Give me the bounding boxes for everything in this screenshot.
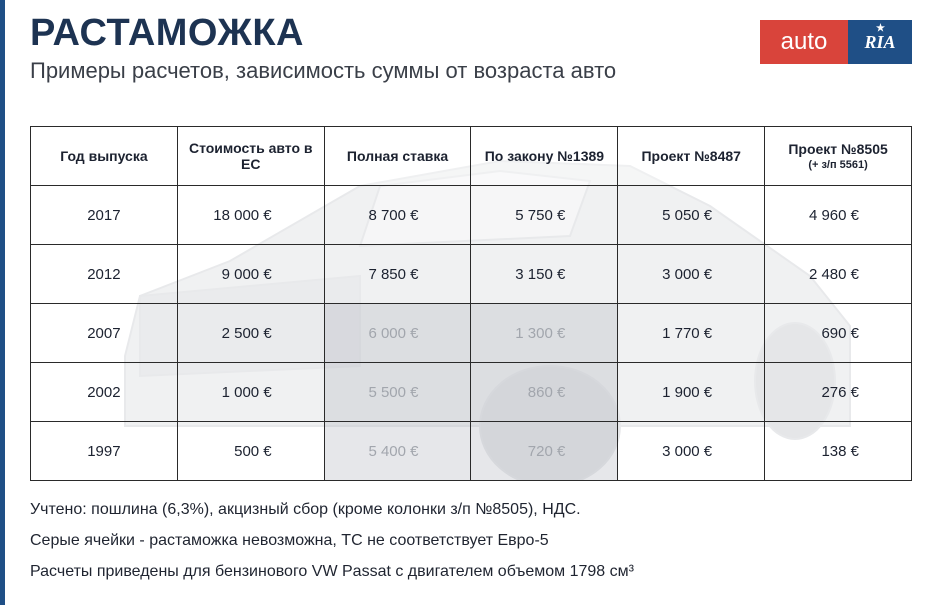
auto-ria-logo[interactable] <box>760 20 912 64</box>
page-subtitle: Примеры расчетов, зависимость суммы от возраста авто <box>30 58 617 83</box>
cell-cost: 9 000 € <box>177 245 324 304</box>
cell-law-1389: 1 300 € <box>471 304 618 363</box>
table-row <box>31 245 912 304</box>
footnotes <box>30 494 634 587</box>
footnote: Расчеты приведены для бензинового VW Passat с двигателем объемом 1798 см³ <box>30 563 634 580</box>
cell-full-rate: 7 850 € <box>324 245 471 304</box>
cell-year: 2002 <box>31 363 178 422</box>
logo-ria-text: RIA <box>864 31 896 52</box>
table-row <box>31 186 912 245</box>
cell-project-8505: 2 480 € <box>765 245 912 304</box>
cell-project-8505: 690 € <box>765 304 912 363</box>
cell-full-rate: 5 500 € <box>324 363 471 422</box>
cell-project-8487: 1 770 € <box>618 304 765 363</box>
cell-law-1389: 3 150 € <box>471 245 618 304</box>
cell-project-8505: 138 € <box>765 422 912 481</box>
table-row <box>31 304 912 363</box>
page-title: РАСТАМОЖКА <box>30 12 304 54</box>
header-cost: Стоимость авто в ЕС <box>177 127 324 186</box>
footnote: Серые ячейки - растаможка невозможна, ТС не соответствует Евро-5 <box>30 532 549 549</box>
cell-project-8487: 3 000 € <box>618 422 765 481</box>
cell-cost: 18 000 € <box>177 186 324 245</box>
header-project-8505: Проект №8505 (+ з/п 5561) <box>765 127 912 186</box>
header-law-1389: По закону №1389 <box>471 127 618 186</box>
cell-full-rate: 5 400 € <box>324 422 471 481</box>
cell-cost: 500 € <box>177 422 324 481</box>
cell-project-8505: 4 960 € <box>765 186 912 245</box>
cell-year: 2012 <box>31 245 178 304</box>
table-header-row <box>31 127 912 186</box>
star-icon: ★ <box>876 23 885 34</box>
cell-year: 2017 <box>31 186 178 245</box>
cell-year: 1997 <box>31 422 178 481</box>
header-year: Год выпуска <box>31 127 178 186</box>
header-project-8487: Проект №8487 <box>618 127 765 186</box>
header-full-rate: Полная ставка <box>324 127 471 186</box>
customs-table <box>30 126 912 481</box>
cell-full-rate: 6 000 € <box>324 304 471 363</box>
cell-project-8505: 276 € <box>765 363 912 422</box>
table-row <box>31 363 912 422</box>
cell-cost: 2 500 € <box>177 304 324 363</box>
table-row <box>31 422 912 481</box>
logo-ria-part <box>848 20 912 64</box>
cell-law-1389: 5 750 € <box>471 186 618 245</box>
accent-bar <box>0 0 5 605</box>
logo-auto-part: auto <box>760 20 848 64</box>
header-project-8505-sub: (+ з/п 5561) <box>808 159 868 171</box>
cell-year: 2007 <box>31 304 178 363</box>
cell-cost: 1 000 € <box>177 363 324 422</box>
cell-full-rate: 8 700 € <box>324 186 471 245</box>
customs-table-container <box>30 126 912 480</box>
footnote: Учтено: пошлина (6,3%), акцизный сбор (кроме колонки з/п №8505), НДС. <box>30 501 581 518</box>
cell-law-1389: 720 € <box>471 422 618 481</box>
cell-law-1389: 860 € <box>471 363 618 422</box>
cell-project-8487: 1 900 € <box>618 363 765 422</box>
cell-project-8487: 5 050 € <box>618 186 765 245</box>
cell-project-8487: 3 000 € <box>618 245 765 304</box>
